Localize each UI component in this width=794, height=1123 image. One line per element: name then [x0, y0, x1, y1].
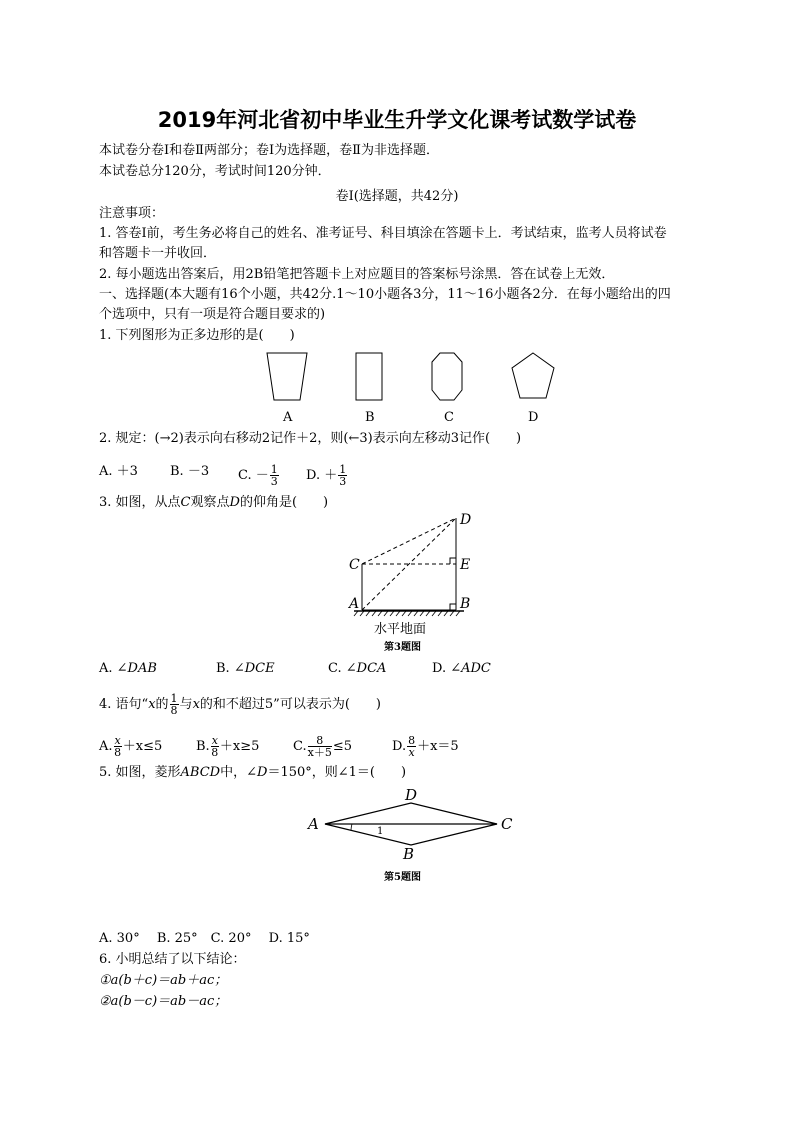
q4-a-tail: ＋x≤5 — [122, 739, 163, 754]
q4-option-c — [293, 735, 352, 758]
q3-stem-d: D — [229, 495, 240, 510]
q4-a-num: x — [114, 734, 121, 747]
q4-c-tail: ≤5 — [332, 739, 352, 754]
q3-figure — [340, 508, 490, 658]
q3-stem — [99, 495, 328, 511]
q4-a-prefix: A. — [99, 739, 113, 754]
q2-stem: 2. 规定：(→2)表示向右移动2记作＋2，则(←3)表示向左移动3记作( ) — [99, 431, 522, 446]
q5-options: A. 30° B. 25° C. 20° D. 15° — [99, 931, 310, 946]
q1-label-d: D — [528, 410, 539, 425]
q2-option-d-fraction — [338, 464, 347, 487]
q2-c-numerator: 1 — [270, 463, 278, 476]
q2-option-d-prefix: D. ＋ — [306, 468, 338, 483]
q4-stem-pre: 4. 语句“ — [99, 697, 149, 712]
q3-option-b — [216, 661, 275, 677]
rectangle-shape — [356, 353, 382, 400]
q4-b-den: 8 — [211, 746, 219, 759]
q3-stem-pre: 3. 如图，从点 — [99, 495, 181, 510]
q4-c-den: x＋5 — [307, 746, 332, 759]
q5-stem-mid: 中，∠ — [220, 765, 258, 780]
q1-label-b: B — [365, 410, 375, 425]
q3-option-d — [432, 661, 491, 677]
part1-instructions-a: 一、选择题(本大题有16个小题，共42分.1～10小题各3分，11～16小题各2分．在每小题给出的四 — [99, 287, 671, 302]
q2-option-c-prefix: C. － — [238, 468, 269, 483]
octagon-shape — [432, 353, 462, 400]
q2-option-c — [238, 464, 280, 487]
q3-point-b: B — [460, 596, 471, 612]
q5-stem-abcd: ABCD — [180, 765, 221, 780]
q3-ground-label: 水平地面 — [374, 622, 427, 637]
q3-stem-c: C — [180, 495, 191, 510]
q4-option-d — [392, 735, 459, 758]
q5-point-a: A — [308, 815, 319, 833]
q3-point-d: D — [460, 512, 472, 528]
q4-option-a — [99, 735, 162, 758]
q1-figures — [255, 350, 575, 430]
notes-heading: 注意事项： — [99, 206, 165, 221]
trapezoid-shape — [267, 353, 307, 400]
q3-a-prefix: A. ∠ — [99, 661, 128, 676]
intro-line-2: 本试卷总分120分，考试时间120分钟． — [99, 164, 331, 179]
q4-stem — [99, 693, 381, 716]
q5-stem-pre: 5. 如图，菱形 — [99, 765, 181, 780]
q1-label-c: C — [444, 410, 454, 425]
q3-point-a: A — [349, 596, 360, 612]
q6-result-2: ②a(b－c)＝ab－ac； — [99, 994, 228, 1009]
q4-stem-x2: x — [192, 697, 200, 712]
q5-point-d: D — [405, 786, 418, 804]
q6-stem: 6. 小明总结了以下结论： — [99, 952, 246, 967]
q5-stem-d: D — [257, 765, 268, 780]
q4-c-num: 8 — [308, 735, 332, 747]
q4-b-num: x — [211, 734, 218, 747]
q3-b-angle: DCE — [244, 661, 275, 676]
q2-option-a: A. ＋3 — [99, 464, 138, 479]
q4-d-den: x — [408, 746, 415, 759]
q4-b-fraction — [211, 735, 219, 758]
q3-point-c: C — [349, 557, 360, 573]
q3-stem-mid: 观察点 — [190, 495, 230, 510]
intro-line-1: 本试卷分卷Ⅰ和卷Ⅱ两部分；卷Ⅰ为选择题，卷Ⅱ为非选择题． — [99, 143, 439, 158]
q3-a-angle: DAB — [127, 661, 157, 676]
q4-stem-de: 的 — [155, 697, 169, 712]
q2-d-numerator: 1 — [339, 463, 347, 476]
q4-d-prefix: D. — [392, 739, 407, 754]
q2-d-denominator: 3 — [339, 475, 347, 488]
q4-a-den: 8 — [114, 746, 122, 759]
q5-point-c: C — [501, 815, 513, 833]
q5-caption: 第5题图 — [384, 872, 421, 883]
q2-c-denominator: 3 — [270, 475, 278, 488]
q5-point-b: B — [403, 845, 415, 863]
q1-stem: 1. 下列图形为正多边形的是( ) — [99, 328, 295, 343]
section-heading: 卷Ⅰ(选择题，共42分) — [335, 189, 459, 204]
note-1-line-a: 1. 答卷Ⅰ前，考生务必将自己的姓名、准考证号、科目填涂在答题卡上．考试结束，监考人员将试卷 — [99, 226, 667, 241]
q2-option-d — [306, 464, 348, 487]
q4-c-fraction — [308, 735, 332, 758]
q1-label-a: A — [283, 410, 293, 425]
page-title: 2019年河北省初中毕业生升学文化课考试数学试卷 — [157, 108, 637, 132]
q4-b-tail: ＋x≥5 — [219, 739, 260, 754]
note-1-line-b: 和答题卡一并收回． — [99, 246, 217, 261]
q3-caption: 第3题图 — [384, 642, 421, 653]
q3-point-e: E — [460, 557, 471, 573]
q3-option-a — [99, 661, 157, 677]
q2-option-c-fraction — [270, 464, 279, 487]
q4-stem-end: 的和不超过5”可以表示为( ) — [199, 697, 381, 712]
q4-stem-fraction — [170, 693, 179, 716]
q3-stem-end: 的仰角是( ) — [239, 495, 329, 510]
q4-c-prefix: C. — [293, 739, 307, 754]
q4-a-fraction — [114, 735, 122, 758]
q6-result-1: ①a(b＋c)＝ab＋ac； — [99, 973, 228, 988]
pentagon-shape — [512, 353, 554, 398]
q4-stem-x1: x — [148, 697, 156, 712]
note-2: 2. 每小题选出答案后，用2B铅笔把答题卡上对应题目的答案标号涂黑．答在试卷上无效． — [99, 267, 615, 282]
q4-d-num: 8 — [408, 734, 416, 747]
q4-b-prefix: B. — [196, 739, 210, 754]
q3-c-prefix: C. ∠ — [328, 661, 357, 676]
q3-d-prefix: D. ∠ — [432, 661, 462, 676]
q3-d-angle: ADC — [461, 661, 491, 676]
q4-option-b — [196, 735, 259, 758]
q4-stem-den: 8 — [170, 704, 178, 717]
q4-stem-mid: 与 — [179, 697, 193, 712]
q4-d-tail: ＋x＝5 — [417, 739, 459, 754]
q4-stem-num: 1 — [170, 692, 178, 705]
q5-angle-1: 1 — [377, 826, 384, 837]
q3-option-c — [328, 661, 386, 677]
q5-stem — [99, 765, 406, 781]
q4-d-fraction — [407, 735, 416, 758]
q5-figure — [300, 785, 530, 890]
q5-stem-end: ＝150°，则∠1＝( ) — [267, 765, 407, 780]
q3-c-angle: DCA — [356, 661, 387, 676]
part1-instructions-b: 个选项中，只有一项是符合题目要求的) — [99, 307, 326, 322]
q2-option-b: B. －3 — [170, 464, 210, 479]
q3-b-prefix: B. ∠ — [216, 661, 245, 676]
